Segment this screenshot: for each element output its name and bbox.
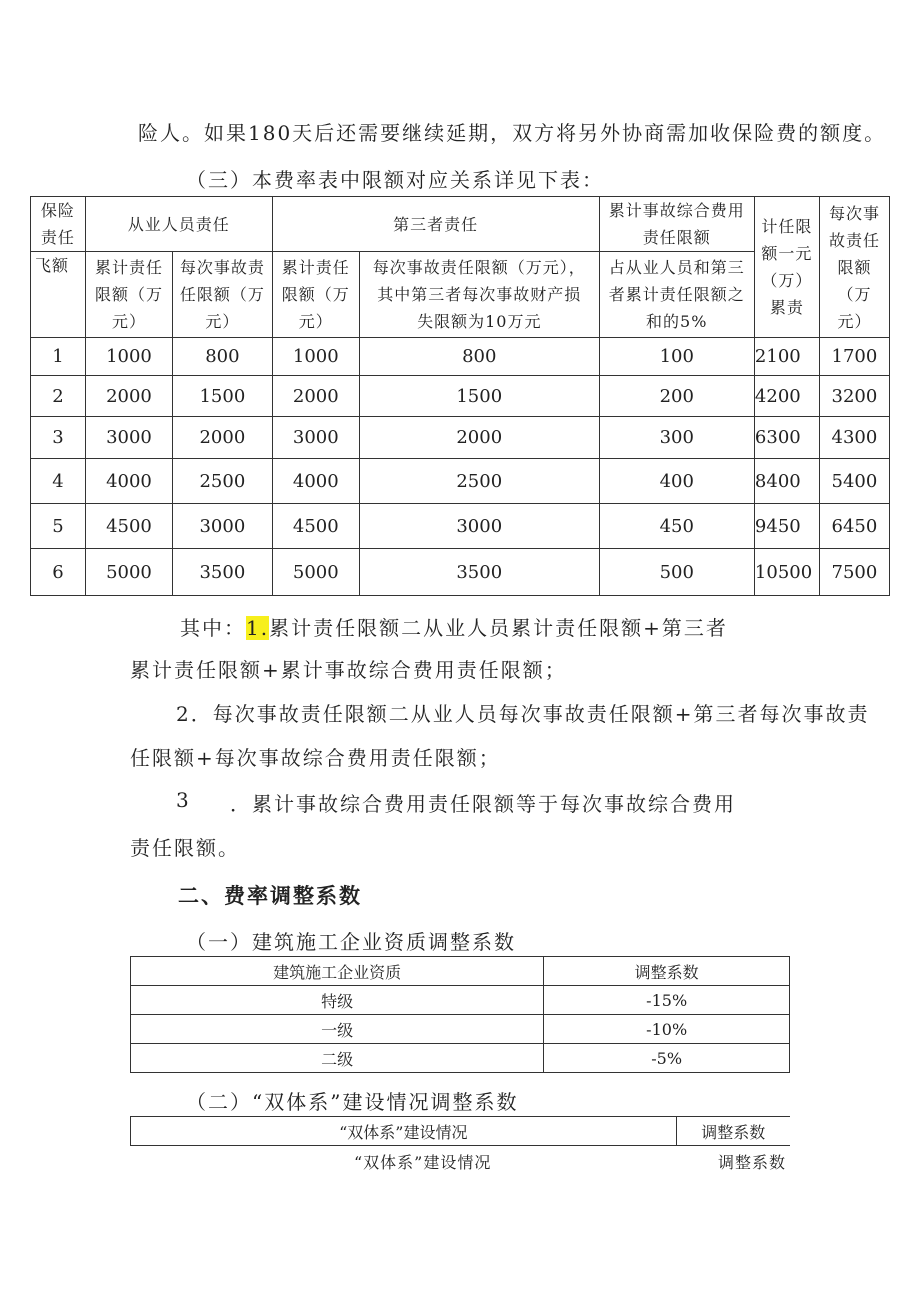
cell: 3: [31, 417, 86, 459]
sub1-title: （一）建筑施工企业资质调整系数: [186, 930, 516, 954]
cell: 2500: [359, 459, 599, 504]
cell: 800: [173, 338, 273, 376]
header-level: [31, 197, 86, 252]
cell: 3000: [85, 417, 172, 459]
header-cost: 累计事故综合费用责任限额: [599, 197, 754, 252]
cell: 2: [31, 376, 86, 417]
sub2-title: （二）“双体系”建设情况调整系数: [186, 1090, 519, 1114]
dual-system-table: [130, 1116, 790, 1146]
cell: -15%: [544, 986, 790, 1015]
cell: 4000: [272, 459, 359, 504]
header-per-accident-total: 每次事故责任限额（万元）: [819, 197, 889, 338]
cell: 7500: [819, 549, 889, 596]
cell: 3000: [173, 504, 273, 549]
table-row: [31, 504, 890, 549]
cell: 5400: [819, 459, 889, 504]
cell: 8400: [754, 459, 819, 504]
section3-title: （三）本费率表中限额对应关系详见下表：: [186, 168, 604, 192]
rate-table: [30, 196, 890, 596]
cell: 9450: [754, 504, 819, 549]
cell: 4200: [754, 376, 819, 417]
cell: 300: [599, 417, 754, 459]
cell: 800: [359, 338, 599, 376]
header-cumulative-total: 计任限额一元（万）累责: [754, 197, 819, 338]
note-3-number: 3: [176, 788, 191, 812]
footer-ghost-right: 调整系数: [718, 1153, 787, 1172]
cell: 5: [31, 504, 86, 549]
cell: -10%: [544, 1015, 790, 1044]
note-2-line1: 2．每次事故责任限额二从业人员每次事故责任限额+第三者每次事故责: [176, 702, 870, 726]
cell: 1500: [173, 376, 273, 417]
header-coefficient: 调整系数: [676, 1117, 790, 1146]
table-row: [131, 986, 790, 1015]
header-third-party: 第三者责任: [272, 197, 599, 252]
footer-ghost-left: “双体系”建设情况: [354, 1153, 492, 1172]
table-row: [31, 338, 890, 376]
cell: 6: [31, 549, 86, 596]
cell: 1700: [819, 338, 889, 376]
table-row: [131, 1015, 790, 1044]
cell: 4000: [85, 459, 172, 504]
table-row: [31, 459, 890, 504]
header-coefficient: 调整系数: [544, 957, 790, 986]
header-level-line2: 责任: [40, 228, 75, 247]
cell: 1500: [359, 376, 599, 417]
header-level-sub: 飞额: [31, 252, 86, 338]
cell: 2100: [754, 338, 819, 376]
cell: 1000: [85, 338, 172, 376]
cell: 5000: [272, 549, 359, 596]
note-1-marker: 1.: [246, 616, 270, 640]
table-header-row: [131, 957, 790, 986]
cell: 2000: [173, 417, 273, 459]
cell: 二级: [131, 1044, 544, 1073]
table-row: [31, 549, 890, 596]
cell: 2500: [173, 459, 273, 504]
note-1-text: 累计责任限额二从业人员累计责任限额+第三者: [269, 616, 728, 640]
cell: 4300: [819, 417, 889, 459]
sub-third-per-accident: 每次事故责任限额（万元），其中第三者每次事故财产损失限额为10万元: [359, 252, 599, 338]
table-row: [31, 417, 890, 459]
table-header-row: [131, 1117, 791, 1146]
header-dual-system: “双体系”建设情况: [131, 1117, 677, 1146]
sub-emp-cumulative: 累计责任限额（万元）: [85, 252, 172, 338]
cell: 4500: [85, 504, 172, 549]
cell: 100: [599, 338, 754, 376]
cell: 6450: [819, 504, 889, 549]
sub-cost-ratio: 占从业人员和第三者累计责任限额之和的5%: [599, 252, 754, 338]
cell: 6300: [754, 417, 819, 459]
note-1-line2: 累计责任限额+累计事故综合费用责任限额；: [130, 658, 567, 682]
cell: 2000: [85, 376, 172, 417]
cell: 450: [599, 504, 754, 549]
sub-emp-per-accident: 每次事故责任限额（万元）: [173, 252, 273, 338]
cell: 3500: [359, 549, 599, 596]
note-2-line2: 任限额+每次事故综合费用责任限额；: [130, 746, 501, 770]
cell: 2000: [272, 376, 359, 417]
cell: 4500: [272, 504, 359, 549]
cell: 2000: [359, 417, 599, 459]
table-row: [131, 1044, 790, 1073]
cell: 一级: [131, 1015, 544, 1044]
note-3-line1: ．累计事故综合费用责任限额等于每次事故综合费用: [230, 792, 736, 816]
cell: 200: [599, 376, 754, 417]
header-qualification: 建筑施工企业资质: [131, 957, 544, 986]
sub-third-cumulative: 累计责任限额（万元）: [272, 252, 359, 338]
cell: 400: [599, 459, 754, 504]
section2-title: 二、费率调整系数: [178, 883, 362, 908]
header-employee: 从业人员责任: [85, 197, 272, 252]
cell: 3200: [819, 376, 889, 417]
cell: -5%: [544, 1044, 790, 1073]
note-3-line2: 责任限额。: [130, 836, 240, 860]
table-row: [31, 376, 890, 417]
intro-line: 险人。如果180天后还需要继续延期，双方将另外协商需加收保险费的额度。: [138, 121, 887, 145]
cell: 1: [31, 338, 86, 376]
cell: 1000: [272, 338, 359, 376]
note-1-line1: [180, 612, 728, 641]
cell: 500: [599, 549, 754, 596]
cell: 10500: [754, 549, 819, 596]
cell: 3000: [359, 504, 599, 549]
cell: 5000: [85, 549, 172, 596]
cell: 3000: [272, 417, 359, 459]
cell: 特级: [131, 986, 544, 1015]
note-prefix: 其中：: [180, 616, 246, 640]
cell: 4: [31, 459, 86, 504]
header-level-line1: 保险: [40, 201, 75, 220]
cell: 3500: [173, 549, 273, 596]
qualification-table: [130, 956, 790, 1073]
